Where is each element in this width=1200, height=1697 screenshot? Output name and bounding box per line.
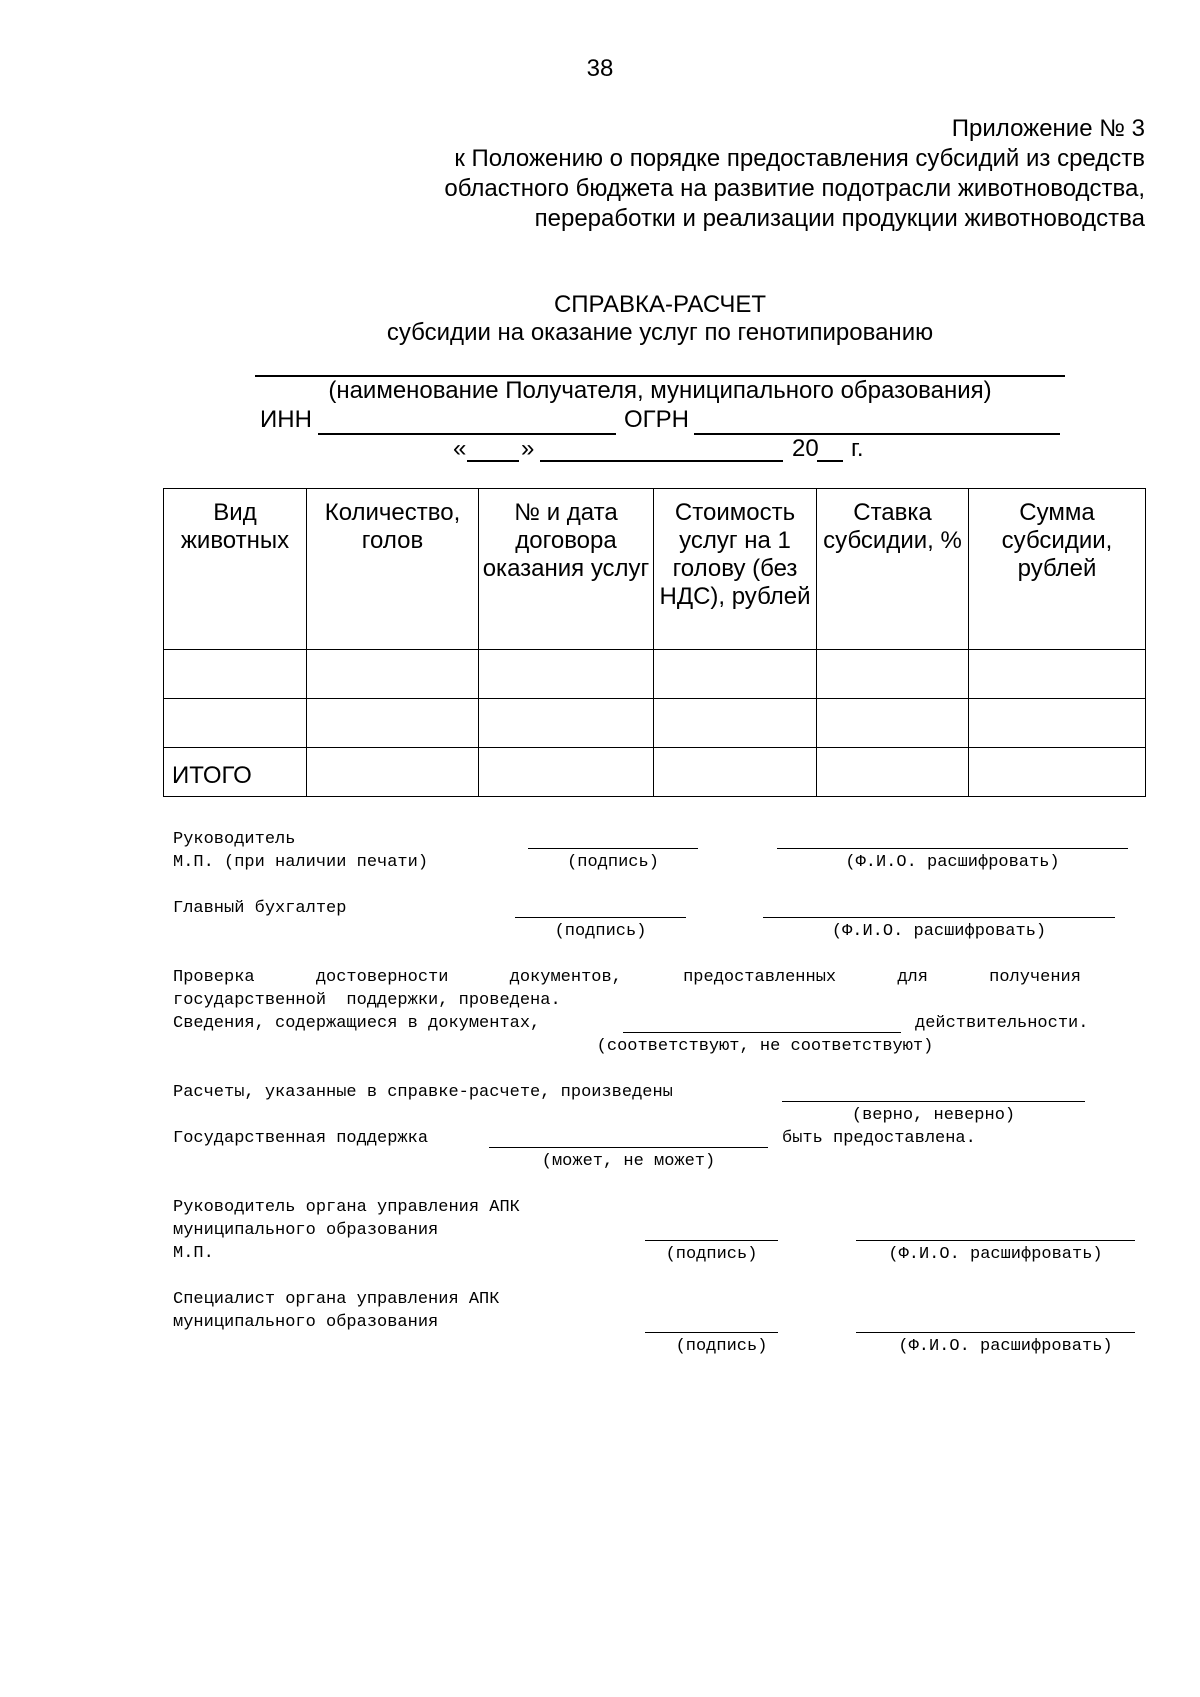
header-subsidy-amount: Сумма субсидии, рублей — [969, 489, 1146, 650]
signature-caption: (подпись) — [567, 853, 659, 872]
table-cell[interactable] — [654, 748, 817, 797]
date-quote-close: » — [521, 435, 535, 462]
calc-prefix: Расчеты, указанные в справке-расчете, произведены — [173, 1083, 673, 1102]
table-cell[interactable] — [654, 650, 817, 699]
table-row — [164, 699, 1146, 748]
info-caption: (соответствуют, не соответствуют) — [596, 1037, 934, 1056]
head-fio-line — [777, 848, 1128, 849]
table-cell[interactable] — [654, 699, 817, 748]
table-cell[interactable] — [969, 748, 1146, 797]
date-day-line — [467, 460, 519, 462]
calc-field-line — [782, 1101, 1085, 1102]
appendix-reference-line: переработки и реализации продукции животноводства — [534, 205, 1145, 232]
info-suffix: действительности. — [915, 1014, 1089, 1033]
total-label: ИТОГО — [164, 748, 307, 797]
appendix-header — [245, 114, 1145, 234]
apk-spec-signature-line — [645, 1332, 778, 1333]
fio-caption: (Ф.И.О. расшифровать) — [898, 1337, 1113, 1356]
apk-spec-fio-line — [856, 1332, 1135, 1333]
table-row — [164, 650, 1146, 699]
appendix-reference-line: к Положению о порядке предоставления субсидий из средств — [454, 145, 1145, 172]
header-head-count: Количество, голов — [307, 489, 479, 650]
verification-line: Проверка достоверности документов, предоставленных для получения — [173, 968, 1081, 987]
date-quote-open: « — [453, 435, 467, 462]
support-field-line — [489, 1147, 768, 1148]
table-cell[interactable] — [969, 699, 1146, 748]
table-cell[interactable] — [307, 699, 479, 748]
table-cell[interactable] — [164, 650, 307, 699]
ogrn-label: ОГРН — [624, 406, 690, 433]
apk-head-label: муниципального образования — [173, 1221, 439, 1240]
head-label: Руководитель — [173, 830, 296, 849]
recipient-caption: (наименование Получателя, муниципального образования) — [328, 377, 992, 404]
verification-line: государственной поддержки, проведена. — [173, 991, 561, 1010]
apk-head-fio-line — [856, 1240, 1135, 1241]
table-total-row — [164, 748, 1146, 797]
table-cell[interactable] — [307, 748, 479, 797]
ogrn-field-line — [694, 433, 1060, 435]
signature-caption: (подпись) — [665, 1245, 758, 1264]
support-suffix: быть предоставлена. — [782, 1129, 976, 1148]
date-year-prefix: 20 — [792, 435, 819, 462]
head-signature-line — [528, 848, 698, 849]
apk-spec-label: муниципального образования — [173, 1313, 439, 1332]
fio-caption: (Ф.И.О. расшифровать) — [888, 1245, 1103, 1264]
document-title-main: СПРАВКА-РАСЧЕТ — [553, 291, 767, 318]
header-subsidy-rate: Ставка субсидии, % — [817, 489, 969, 650]
signature-caption: (подпись) — [675, 1337, 768, 1356]
table-cell[interactable] — [817, 699, 969, 748]
apk-spec-label: Специалист органа управления АПК — [173, 1290, 500, 1309]
accountant-fio-line — [763, 917, 1115, 918]
table-cell[interactable] — [969, 650, 1146, 699]
signature-caption: (подпись) — [554, 922, 647, 941]
appendix-number: Приложение № 3 — [951, 115, 1145, 142]
appendix-reference-line: областного бюджета на развитие подотрасли животноводства, — [444, 175, 1145, 202]
fio-caption: (Ф.И.О. расшифровать) — [831, 922, 1047, 941]
date-year-line — [817, 460, 843, 462]
date-year-suffix: г. — [851, 435, 864, 462]
table-cell[interactable] — [817, 748, 969, 797]
header-contract: № и дата договора оказания услуг — [479, 489, 654, 650]
accountant-label: Главный бухгалтер — [173, 899, 347, 918]
support-prefix: Государственная поддержка — [173, 1129, 429, 1148]
date-month-line — [540, 460, 783, 462]
document-title — [0, 291, 1200, 347]
document-title-sub: субсидии на оказание услуг по генотипированию — [386, 319, 934, 346]
header-cost-per-head: Стоимость услуг на 1 голову (без НДС), рублей — [654, 489, 817, 650]
table-cell[interactable] — [479, 748, 654, 797]
apk-head-label: Руководитель органа управления АПК — [173, 1198, 520, 1217]
fio-caption: (Ф.И.О. расшифровать) — [845, 853, 1060, 872]
table-cell[interactable] — [479, 650, 654, 699]
table-cell[interactable] — [307, 650, 479, 699]
support-caption: (может, не может) — [541, 1152, 716, 1171]
table-cell[interactable] — [164, 699, 307, 748]
calc-caption: (верно, неверно) — [851, 1106, 1016, 1125]
inn-label: ИНН — [260, 406, 312, 433]
info-field-line — [623, 1032, 901, 1033]
stamp-label: М.П. (при наличии печати) — [173, 853, 429, 872]
apk-head-signature-line — [645, 1240, 778, 1241]
table-cell[interactable] — [817, 650, 969, 699]
apk-head-stamp: М.П. — [173, 1244, 214, 1263]
header-animal-type: Вид животных — [164, 489, 307, 650]
subsidy-table — [163, 488, 1146, 797]
table-header-row — [164, 489, 1146, 650]
page-number: 38 — [586, 55, 614, 82]
table-cell[interactable] — [479, 699, 654, 748]
info-prefix: Сведения, содержащиеся в документах, — [173, 1014, 541, 1033]
accountant-signature-line — [515, 917, 686, 918]
inn-field-line — [318, 433, 616, 435]
